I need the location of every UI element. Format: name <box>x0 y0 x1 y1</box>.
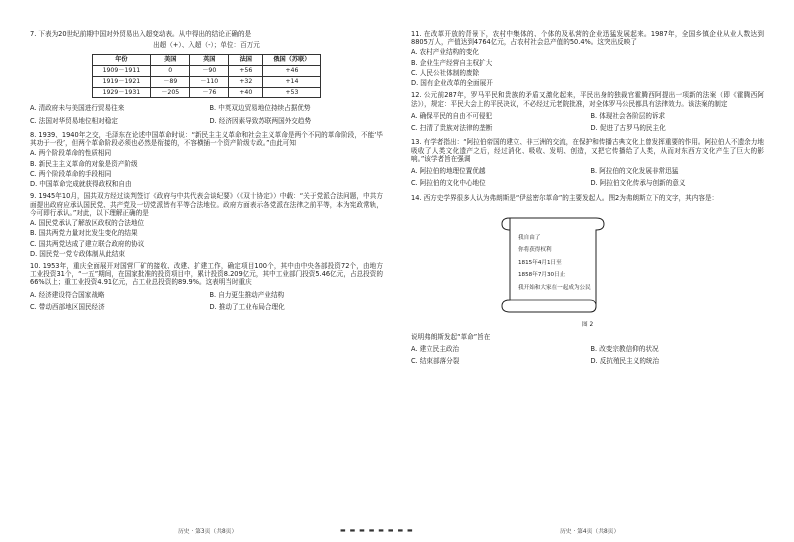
table-cell: 1919－1921 <box>92 76 151 87</box>
option-d: D. 反抗殖民主义的统治 <box>590 357 660 366</box>
question-11 <box>411 30 764 87</box>
option-a: A. 国民党承认了解放区政权的合法地位 <box>30 219 145 228</box>
table-header-cell: 年份 <box>92 55 151 66</box>
option-b: B. 新民主主义革命的对象是资产阶级 <box>30 159 138 168</box>
table-cell: 1909－1911 <box>92 66 151 77</box>
option-b: B. 体现社会各阶层的诉求 <box>590 111 666 120</box>
option-c: C. 带动西部地区国民经济 <box>30 302 105 311</box>
question-stem: 14. 西方史学界很多人认为弗朗斯是“伊兹密尔革命”的主要发起人。图2为弗朗斯立下的文字，其内容是： <box>411 193 719 202</box>
table-cell: －76 <box>190 87 229 98</box>
table-caption: 出超（+）、入超（-）；单位：百万元 <box>153 41 260 50</box>
question-stem-continued: 说明弗朗斯发起“革命”旨在 <box>411 332 491 341</box>
option-c: C. 结束部落分裂 <box>411 357 460 366</box>
option-c: C. 国共两党达成了建立联合政府的协议 <box>30 239 145 248</box>
question-10 <box>30 262 383 313</box>
table-cell: +53 <box>263 87 321 98</box>
option-a: A. 清政府未与美国进行贸易往来 <box>30 104 125 113</box>
table-cell: －89 <box>151 76 190 87</box>
question-13 <box>411 138 764 189</box>
option-b: B. 阿拉伯的文化发展非常迅猛 <box>590 167 679 176</box>
question-stem: 11. 在改革开放的背景下，农村中集体的、个体的及私营的企业迅猛发展起来。1987年，全国乡镇企业从业人数达到8805万人，产值达到4764亿元，占农村社会总产值的50.4%。这突出反映了 <box>411 30 764 47</box>
scroll-line: 1815年4月1日至 <box>518 259 562 266</box>
option-a: A. 农村产业结构的变化 <box>411 48 479 57</box>
figure-label: 图 2 <box>581 321 594 328</box>
options <box>411 165 764 189</box>
scroll-line: 1858年7月30日止 <box>518 272 566 279</box>
table-cell: +46 <box>263 66 321 77</box>
table-header-cell: 美国 <box>151 55 190 66</box>
option-b: B. 自力更生推动产业结构 <box>209 290 285 299</box>
option-b: B. 中英双边贸易地位持续占据优势 <box>209 104 311 113</box>
page-footer-left: 历史 · 第3页（共8页） <box>178 528 238 535</box>
table-cell: －90 <box>190 66 229 77</box>
table-cell: 1929－1931 <box>92 87 151 98</box>
option-a: A. 确保平民的自由不可侵犯 <box>411 111 493 120</box>
options <box>30 102 383 126</box>
option-c: C. 阿拉伯的文化中心地位 <box>411 179 486 188</box>
option-c: C. 人民公社体制的废除 <box>411 68 480 77</box>
option-b: B. 企业生产经营自主权扩大 <box>411 58 493 67</box>
options <box>411 110 764 134</box>
scroll-line: 你将获得权利 <box>518 247 552 254</box>
options <box>30 219 383 258</box>
option-d: D. 推动了工业布局合理化 <box>209 302 285 311</box>
table-cell: 0 <box>151 66 190 77</box>
trade-table <box>92 54 322 98</box>
option-b: B. 国共两党力量对比发生变化的结果 <box>30 229 138 238</box>
page-separator-marks: ▬ ▬ ▬ ▬ ▬ ▬ ▬ ▬ <box>340 526 414 534</box>
table-cell: －205 <box>151 87 190 98</box>
option-c: C. 法国对华贸易地位相对稳定 <box>30 116 118 125</box>
option-d: D. 国民党一党专政体制从此结束 <box>30 249 125 258</box>
option-d: D. 阿拉伯文化传承与创新的意义 <box>590 179 686 188</box>
question-7 <box>30 30 383 127</box>
question-12 <box>411 91 764 134</box>
options <box>411 48 764 87</box>
scroll-figure <box>496 208 608 320</box>
options <box>30 289 383 313</box>
options <box>30 149 383 188</box>
table-header-cell: 法国 <box>229 55 263 66</box>
option-d: D. 中国革命完成就获得政权和自由 <box>30 180 132 189</box>
table-header-cell: 俄国（苏联） <box>263 55 321 66</box>
option-d: D. 经济因素导致苏联两国外交趋势 <box>209 116 312 125</box>
question-stem: 10. 1953年，重庆全面展开对国营厂矿的接收、改建、扩建工作，确定项目100个，其中由中央各部投资72个，由地方工业投资31个，“一五”期间，在国家批准的投资项目中，累计投资8.209亿元，其中工业部门投资5.46亿元，占总投资的66%以上；重工业投资4.91亿元，占工业总投资的89.9%。这表明当时重庆 <box>30 261 383 287</box>
table-row <box>92 87 321 98</box>
question-stem: 7. 下表为20世纪前期中国对外贸易出入超变动表。从中得出的结论正确的是 <box>30 30 252 38</box>
question-stem: 9. 1945年10月，国共双方经过谈判签订《政府与中共代表会谈纪要》（《双十协定》）中载：“关于党派合法问题，中共方面提出政府应承认国民党、共产党及一切党派皆有平等合法地位。政府方面表示各党派在法律之前平等，本为宪政常轨，今可即行承认。”对此，以下理解正确的是 <box>30 192 383 217</box>
table-header-cell: 英国 <box>190 55 229 66</box>
question-9 <box>30 192 383 258</box>
question-stem: 8. 1939、1940年之交，毛泽东在论述中国革命时说：“新民主主义革命和社会主义革命是两个不同的革命阶段，不能‘毕其功于一役’，但两个革命阶段必须也必然是衔接的，不容横插一个资产阶级专政。”由此可知 <box>30 130 383 148</box>
table-cell: +32 <box>229 76 263 87</box>
scroll-line: 我自由了 <box>518 234 541 241</box>
table-cell: +14 <box>263 76 321 87</box>
option-c: C. 两个阶段革命的手段相同 <box>30 169 112 178</box>
options <box>411 343 764 367</box>
table-row <box>92 76 321 87</box>
table-header-row <box>92 55 321 66</box>
right-page <box>397 0 794 542</box>
option-d: D. 国有企业改革的全面展开 <box>411 79 493 88</box>
option-a: A. 两个阶段革命的性质相同 <box>30 149 112 158</box>
question-stem: 13. 有学者指出：“阿拉伯帝国的建立、非三洲的交流，在保护和传播古典文化上曾发挥重要的作用。阿拉伯人不遗余力地吸收了人类文化遗产之后，经过消化、吸收、发明、创造，又把它传播给了人类，从而对东西方文化产生了巨大的影响。”该学者旨在强调 <box>411 138 764 163</box>
scroll-text <box>518 232 591 295</box>
question-stem: 12. 公元前287年，罗马平民和贵族的矛盾又激化起来，平民出身的独裁官霍腾西阿提出一项新的法案（即《霍腾西阿法》），规定：平民大会上的平民决议，不必经过元老院批准，对全体罗马公民都具有法律效力。该法案的制定 <box>411 91 764 108</box>
table-cell: +40 <box>229 87 263 98</box>
page-footer-right: 历史 · 第4页（共8页） <box>560 528 620 535</box>
option-d: D. 促进了古罗马的民主化 <box>590 124 666 133</box>
option-b: B. 改变宗教信仰的状况 <box>590 345 659 354</box>
question-14 <box>411 194 764 368</box>
option-a: A. 经济建设符合国家战略 <box>30 290 105 299</box>
option-c: C. 扫清了贵族对法律的垄断 <box>411 124 493 133</box>
table-row <box>92 66 321 77</box>
option-a: A. 建立民主政治 <box>411 345 460 354</box>
table-cell: －110 <box>190 76 229 87</box>
scroll-line: 我开始和大家在一起成为公民 <box>518 284 591 291</box>
table-cell: +56 <box>229 66 263 77</box>
option-a: A. 阿拉伯的地理位置优越 <box>411 167 486 176</box>
question-8 <box>30 131 383 188</box>
